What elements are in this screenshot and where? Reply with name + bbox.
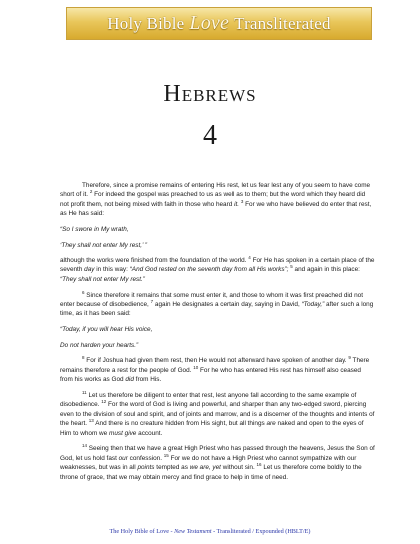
paragraph-2: although the works were finished from the foundation of the world. $^4$ For He has spoken in a certain place of the seventh day in this way: “And God rested on the seventh day from all His works”; $^5$ and again in this place: “They shall not enter My rest.” bbox=[60, 254, 375, 283]
quote-line: ‘They shall not enter My rest,’ ” bbox=[60, 241, 148, 249]
banner-title-love: Love bbox=[189, 12, 230, 34]
verse-number: 10 bbox=[193, 364, 199, 370]
verse-number: 7 bbox=[150, 298, 154, 304]
quote-line: “So I swore in My wrath, bbox=[60, 226, 129, 234]
paragraph-1: Therefore, since a promise remains of entering His rest, let us fear lest any of you seem to have come short of it. $^2$ For indeed the gospel was preached to us as well as to them; but the word which they heard did not profit them, not being mixed with faith in those who heard it. $^3$ For we who have believed do enter that rest, as He has said: bbox=[60, 182, 372, 218]
paragraph-4: $^8$ For if Joshua had given them rest, then He would not afterward have spoken of another day. $^9$ There remains therefore a rest for the people of God. $^{10}$ For he who has entered His rest has himself also ceased from his works as God did from His. bbox=[60, 355, 370, 383]
verse-number: 14 bbox=[82, 443, 88, 449]
verse-number: 9 bbox=[348, 355, 351, 361]
quote-line: “Today, if you will hear His voice, bbox=[60, 326, 153, 334]
paragraph-6: $^{14}$ Seeing then that we have a great High Priest who has passed through the heavens, Jesus the Son of God, let us hold fast our confession. $^{15}$ For we do not have a High Priest who cannot sympathize with our weaknesses, but was in all points tempted as we are, yet without sin. $^{16}$ Let us therefore come boldly to the throne of grace, that we may obtain mercy and find grace to help in time of need. bbox=[60, 443, 375, 481]
header-banner bbox=[66, 7, 372, 40]
verse-number: 3 bbox=[240, 198, 244, 204]
chapter-text bbox=[60, 181, 375, 489]
verse-number: 15 bbox=[163, 452, 169, 458]
verse-number: 16 bbox=[256, 462, 262, 468]
footer-link[interactable]: The Holy Bible of Love - New Testament - Transliterated / Expounded (HBLT/E) bbox=[109, 528, 311, 535]
verse-number: 11 bbox=[82, 389, 87, 395]
banner-title-right: Transliterated bbox=[234, 13, 331, 33]
verse-number: 8 bbox=[82, 355, 85, 361]
verse-number: 4 bbox=[248, 254, 251, 260]
verse-number: 6 bbox=[82, 289, 85, 295]
book-title: Hebrews bbox=[163, 81, 257, 107]
verse-number: 12 bbox=[101, 399, 107, 405]
quote-line: Do not harden your hearts.” bbox=[60, 341, 139, 349]
paragraph-3: $^6$ Since therefore it remains that some must enter it, and those to whom it was first preached did not enter because of disobedience, $^7$ again He designates a certain day, saying in David, “Today,” after such a long time, as it has been said: bbox=[60, 289, 374, 318]
verse-number: 2 bbox=[89, 189, 93, 195]
verse-number: 5 bbox=[290, 264, 293, 270]
paragraph-5: $^{11}$ Let us therefore be diligent to enter that rest, lest anyone fall according to the same example of disobedience. $^{12}$ For the word of God is living and powerful, and sharper than any two-edged sword, piercing even to the division of soul and spirit, and of joints and marrow, and is a discerner of the thoughts and intents of the heart. $^{13}$ And there is no creature hidden from His sight, but all things are naked and open to the eyes of Him to whom we must give account. bbox=[60, 389, 375, 437]
banner-title-left: Holy Bible bbox=[107, 13, 185, 33]
chapter-number: 4 bbox=[203, 120, 217, 151]
verse-number: 13 bbox=[88, 418, 94, 423]
